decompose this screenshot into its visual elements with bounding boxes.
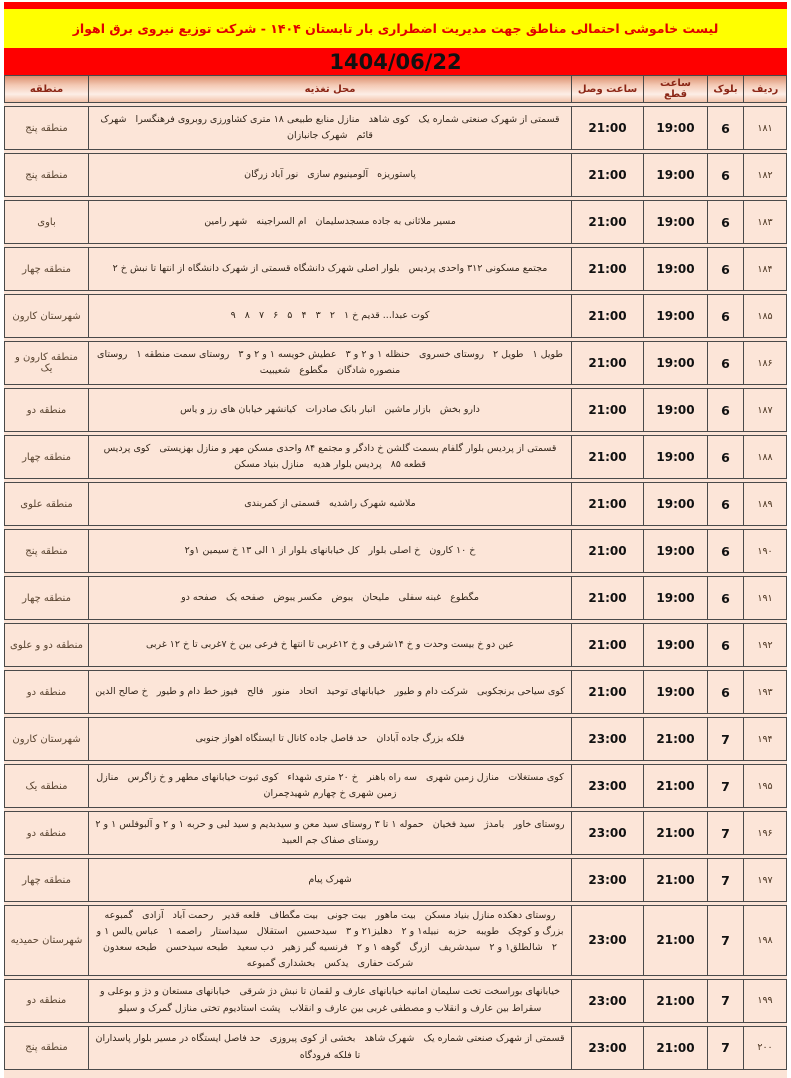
table-row bbox=[4, 529, 787, 573]
location-cell: عین دو خ بیست وحدت و خ ۱۴شرقی و خ ۱۲غربی تا انتها خ فرعی بین خ ۷غربی تا خ ۱۲ غربی bbox=[89, 624, 572, 666]
location-cell: کوی مستغلات منازل زمین شهری سه راه باهنر خ ۲۰ متری شهداء کوی ثبوت خیابانهای مطهر و خ زاگرس منازل زمین شهری خ چهارم شهیدچمران bbox=[89, 765, 572, 807]
location-cell: طویل ۱ طویل ۲ روستای خسروی حنظله ۱ و ۲ و ۳ عطیش خویسه ۱ و ۲ و ۳ روستای سمت منطقه ۱ روستای منصوره شادگان مگطوع شعیبیت bbox=[89, 342, 572, 384]
row-number-cell: ۱۸۹ bbox=[757, 498, 773, 510]
off-time-cell: 19:00 bbox=[644, 389, 708, 431]
row-number-cell: ۱۸۳ bbox=[757, 216, 773, 228]
location-cell: قسمتی از پردیس بلوار گلفام بسمت گلشن خ دادگر و مجتمع ۸۴ واحدی مسکن مهر و منازل بهزیستی کوی پردیس قطعه ۸۵ پردیس بلوار هدیه منازل بنیاد مسکن bbox=[89, 436, 572, 478]
location-cell: قسمتی از شهرک صنعتی شماره یک کوی شاهد منازل منابع طبیعی ۱۸ متری کشاورزی روبروی فرهنگسرا شهرک قائم شهرک جانبازان bbox=[89, 107, 572, 149]
row-number-cell: ۱۹۶ bbox=[757, 827, 773, 839]
off-time-cell: 19:00 bbox=[644, 295, 708, 337]
on-time-cell: 23:00 bbox=[572, 859, 644, 901]
row-number-cell: ۱۹۳ bbox=[757, 686, 773, 698]
off-time-cell: 19:00 bbox=[644, 342, 708, 384]
title-band bbox=[4, 9, 787, 48]
region-cell: منطقه کارون و یک bbox=[5, 342, 89, 384]
region-cell: منطقه دو و علوی bbox=[5, 624, 89, 666]
on-time-cell: 21:00 bbox=[572, 483, 644, 525]
on-time-cell: 21:00 bbox=[572, 577, 644, 619]
row-number-cell: ۱۹۵ bbox=[757, 780, 773, 792]
location-cell: شهرک پیام bbox=[89, 859, 572, 901]
block-cell: 6 bbox=[708, 248, 744, 290]
block-cell: 6 bbox=[708, 389, 744, 431]
row-number-cell: ۱۸۷ bbox=[757, 404, 773, 416]
block-cell: 6 bbox=[708, 107, 744, 149]
off-time-cell: 19:00 bbox=[644, 107, 708, 149]
on-time-cell: 21:00 bbox=[572, 154, 644, 196]
block-cell: 6 bbox=[708, 577, 744, 619]
table-row bbox=[4, 1026, 787, 1070]
outage-table bbox=[4, 75, 787, 1078]
table-row bbox=[4, 341, 787, 385]
table-row bbox=[4, 717, 787, 761]
off-time-cell: 21:00 bbox=[644, 765, 708, 807]
block-cell: 7 bbox=[708, 906, 744, 975]
block-cell: 7 bbox=[708, 1027, 744, 1069]
on-time-cell: 21:00 bbox=[572, 342, 644, 384]
region-cell: منطقه دو bbox=[5, 980, 89, 1022]
on-time-cell: 21:00 bbox=[572, 295, 644, 337]
on-time-cell: 21:00 bbox=[572, 624, 644, 666]
off-time-cell: 21:00 bbox=[644, 812, 708, 854]
off-time-cell: 19:00 bbox=[644, 436, 708, 478]
row-number-cell: ۱۹۹ bbox=[757, 995, 773, 1007]
row-number-cell: ۱۸۸ bbox=[757, 451, 773, 463]
header-on-time: ساعت وصل bbox=[572, 76, 644, 102]
region-cell: منطقه چهار bbox=[5, 436, 89, 478]
date-band bbox=[4, 48, 787, 75]
off-time-cell: 19:00 bbox=[644, 671, 708, 713]
block-cell: 6 bbox=[708, 530, 744, 572]
location-cell: فلکه بزرگ جاده آبادان حد فاصل جاده کانال تا ایستگاه اهواز جنوبی bbox=[89, 718, 572, 760]
block-cell: 7 bbox=[708, 980, 744, 1022]
table-row bbox=[4, 435, 787, 479]
location-cell: قسمتی از شهرک صنعتی شماره یک شهرک شاهد بخشی از کوی پیروزی حد فاصل ایستگاه در مسیر بلوار پاسداران تا فلکه فرودگاه bbox=[89, 1027, 572, 1069]
on-time-cell: 23:00 bbox=[572, 906, 644, 975]
on-time-cell: 23:00 bbox=[572, 812, 644, 854]
on-time-cell: 21:00 bbox=[572, 436, 644, 478]
off-time-cell: 19:00 bbox=[644, 154, 708, 196]
top-red-strip bbox=[4, 2, 787, 9]
on-time-cell: 23:00 bbox=[572, 765, 644, 807]
block-cell: 6 bbox=[708, 154, 744, 196]
region-cell: شهرستان کارون bbox=[5, 718, 89, 760]
header-region: منطقه bbox=[5, 76, 89, 102]
on-time-cell: 23:00 bbox=[572, 980, 644, 1022]
location-cell: دارو بخش بازار ماشین انبار بانک صادرات کیانشهر خیابان های رز و یاس bbox=[89, 389, 572, 431]
table-body bbox=[4, 106, 787, 1070]
region-cell: منطقه چهار bbox=[5, 248, 89, 290]
table-row bbox=[4, 247, 787, 291]
page-title: لیست خاموشی احتمالی مناطق جهت مدیریت اضطراری بار تابستان ۱۴۰۴ - شرکت توزیع نیروی برق اهواز bbox=[72, 21, 719, 36]
location-cell: مگطوع غبنه سفلی ملیحان یبوض مکسر یبوض صفحه یک صفحه دو bbox=[89, 577, 572, 619]
header-row-number: ردیف bbox=[744, 76, 786, 102]
on-time-cell: 21:00 bbox=[572, 389, 644, 431]
table-row bbox=[4, 764, 787, 808]
off-time-cell: 19:00 bbox=[644, 248, 708, 290]
table-row bbox=[4, 106, 787, 150]
block-cell: 6 bbox=[708, 201, 744, 243]
region-cell: منطقه پنج bbox=[5, 154, 89, 196]
off-time-cell: 19:00 bbox=[644, 483, 708, 525]
region-cell: باوی bbox=[5, 201, 89, 243]
region-cell: منطقه دو bbox=[5, 812, 89, 854]
schedule-date: 1404/06/22 bbox=[329, 49, 462, 74]
on-time-cell: 21:00 bbox=[572, 248, 644, 290]
off-time-cell: 19:00 bbox=[644, 577, 708, 619]
location-cell: مجتمع مسکونی ۳۱۲ واحدی پردیس بلوار اصلی شهرک دانشگاه قسمتی از شهرک دانشگاه از انتها تا نبش خ ۲ bbox=[89, 248, 572, 290]
table-header-row bbox=[4, 75, 787, 103]
region-cell: منطقه علوی bbox=[5, 483, 89, 525]
location-cell: مسیر ملاثانی به جاده مسجدسلیمان ام السراجینه شهر رامین bbox=[89, 201, 572, 243]
table-row bbox=[4, 576, 787, 620]
row-number-cell: ۱۹۷ bbox=[757, 874, 773, 886]
block-cell: 6 bbox=[708, 483, 744, 525]
block-cell: 6 bbox=[708, 342, 744, 384]
region-cell: منطقه پنج bbox=[5, 1027, 89, 1069]
off-time-cell: 21:00 bbox=[644, 859, 708, 901]
table-row bbox=[4, 153, 787, 197]
region-cell: منطقه یک bbox=[5, 765, 89, 807]
off-time-cell: 21:00 bbox=[644, 1027, 708, 1069]
on-time-cell: 21:00 bbox=[572, 671, 644, 713]
table-row bbox=[4, 905, 787, 976]
block-cell: 7 bbox=[708, 859, 744, 901]
row-number-cell: ۱۸۴ bbox=[757, 263, 773, 275]
block-cell: 6 bbox=[708, 671, 744, 713]
region-cell: منطقه دو bbox=[5, 671, 89, 713]
on-time-cell: 23:00 bbox=[572, 1027, 644, 1069]
block-cell: 6 bbox=[708, 436, 744, 478]
row-number-cell: ۱۹۲ bbox=[757, 639, 773, 651]
table-row bbox=[4, 294, 787, 338]
row-number-cell: ۲۰۰ bbox=[757, 1042, 773, 1054]
block-cell: 7 bbox=[708, 812, 744, 854]
header-off-time: ساعت قطع bbox=[644, 76, 708, 102]
region-cell: شهرستان حمیدیه bbox=[5, 906, 89, 975]
off-time-cell: 19:00 bbox=[644, 624, 708, 666]
page bbox=[4, 2, 787, 1078]
region-cell: منطقه چهار bbox=[5, 859, 89, 901]
on-time-cell: 23:00 bbox=[572, 718, 644, 760]
row-number-cell: ۱۹۱ bbox=[757, 592, 773, 604]
row-number-cell: ۱۸۶ bbox=[757, 357, 773, 369]
region-cell: منطقه پنج bbox=[5, 107, 89, 149]
off-time-cell: 19:00 bbox=[644, 530, 708, 572]
region-cell: منطقه چهار bbox=[5, 577, 89, 619]
location-cell: ملاشیه شهرک راشدیه قسمتی از کمربندی bbox=[89, 483, 572, 525]
off-time-cell: 21:00 bbox=[644, 980, 708, 1022]
table-row bbox=[4, 979, 787, 1023]
region-cell: منطقه دو bbox=[5, 389, 89, 431]
location-cell: پاستوریزه آلومینیوم سازی نور آباد زرگان bbox=[89, 154, 572, 196]
block-cell: 7 bbox=[708, 765, 744, 807]
row-number-cell: ۱۹۰ bbox=[757, 545, 773, 557]
location-cell: خیابانهای بوراسخت تخت سلیمان امانیه خیابانهای عارف و لقمان تا نبش دژ شرقی خیابانهای مستعان و دژ و بوعلی و سقراط بین عارف و انقلاب و مصطفی غربی بین عارف و انقلاب پشت استادیوم تختی منازل گمرک و سیلو bbox=[89, 980, 572, 1022]
region-cell: منطقه پنج bbox=[5, 530, 89, 572]
table-row bbox=[4, 623, 787, 667]
on-time-cell: 21:00 bbox=[572, 107, 644, 149]
table-row bbox=[4, 388, 787, 432]
off-time-cell: 21:00 bbox=[644, 906, 708, 975]
on-time-cell: 21:00 bbox=[572, 201, 644, 243]
row-number-cell: ۱۹۸ bbox=[757, 934, 773, 946]
location-cell: روستای خاور بامدژ سید فخیان حموله ۱ تا ۳ روستای سید معن و سیدبدیم و سید لبی و حربه ۱ و ۲ و آلبوفلس ۱ و ۲ روستای صفاک جم العبید bbox=[89, 812, 572, 854]
row-number-cell: ۱۸۱ bbox=[757, 122, 773, 134]
on-time-cell: 21:00 bbox=[572, 530, 644, 572]
row-number-cell: ۱۹۴ bbox=[757, 733, 773, 745]
header-block: بلوک bbox=[708, 76, 744, 102]
block-cell: 7 bbox=[708, 718, 744, 760]
off-time-cell: 19:00 bbox=[644, 201, 708, 243]
row-number-cell: ۱۸۲ bbox=[757, 169, 773, 181]
table-row bbox=[4, 670, 787, 714]
region-cell: شهرستان کارون bbox=[5, 295, 89, 337]
row-number-cell: ۱۸۵ bbox=[757, 310, 773, 322]
block-cell: 6 bbox=[708, 624, 744, 666]
table-row bbox=[4, 200, 787, 244]
location-cell: خ ۱۰ کارون خ اصلی بلوار کل خیابانهای بلوار از ۱ الی ۱۳ خ سیمین ۱و۲ bbox=[89, 530, 572, 572]
block-cell: 6 bbox=[708, 295, 744, 337]
header-location: محل تغذیه bbox=[89, 76, 572, 102]
table-row bbox=[4, 811, 787, 855]
table-row bbox=[4, 858, 787, 902]
table-row bbox=[4, 482, 787, 526]
location-cell: کوت عبدا... قدیم خ ۱ ۲ ۳ ۴ ۵ ۶ ۷ ۸ ۹ bbox=[89, 295, 572, 337]
off-time-cell: 21:00 bbox=[644, 718, 708, 760]
location-cell: روستای دهکده منازل بنیاد مسکن بیت ماهور بیت جونی بیت مگطاف قلعه قدیر رحمت آباد آزادی گمبوعه بزرگ و کوچک طویبه حزبه نبیله۱ و ۲ دهلیز۲۱ و ۳ سیدحسین استقلال سیداستار راصمه ۱ عباس یالس ۱ و ۲ شالطلق۱ و ۲ سیدشریف ازرگ گوهه ۱ و ۲ فرنسیه گبر زهیر دب سعید طبحه سیدحسن طبحه سعدون شرکت حفاری یدکس بخشداری گمبوعه bbox=[89, 906, 572, 975]
location-cell: کوی سیاحی برنجکوبی شرکت دام و طیور خیابانهای توحید اتحاد منور فالح فیوز خط دام و طیور خ صالح الدین bbox=[89, 671, 572, 713]
